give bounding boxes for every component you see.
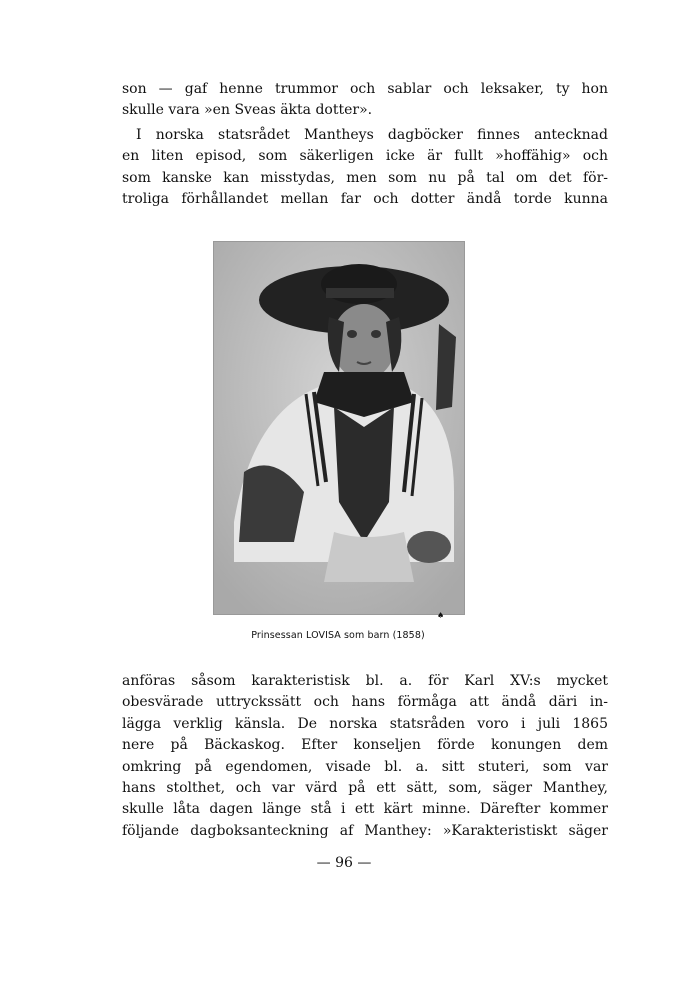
paragraph-episode [122, 125, 608, 211]
text-line: son — gaf henne trummor och sablar och leksaker, ty hon [122, 81, 608, 97]
paragraph-continuation [122, 79, 608, 122]
portrait-photograph [213, 241, 465, 615]
text-line: omkring på egendomen, visade bl. a. sitt stuteri, som var [122, 758, 608, 775]
text-line: som kanske kan misstydas, men som nu på tal om det för- [122, 169, 608, 186]
text-line: skulle låta dagen länge stå i ett kärt minne. Därefter kommer [122, 801, 608, 818]
text-line: nere på Bäckaskog. Efter konseljen förde konungen dem [122, 737, 608, 754]
child-portrait-illustration [214, 242, 464, 614]
text-line: troliga förhållandet mellan far och dotter ändå torde kunna [122, 191, 608, 208]
text-line: en liten episod, som säkerligen icke är fullt »hoffähig» och [122, 148, 608, 165]
text-line: hans stolthet, och var värd på ett sätt, som, säger Manthey, [122, 780, 608, 797]
text-line: I norska statsrådet Mantheys dagböcker finnes antecknad [136, 127, 608, 143]
text-line: lägga verklig känsla. De norska statsråden voro i juli 1865 [122, 715, 608, 732]
text-line: obesvärade uttryckssätt och hans förmåga att ändå däri in- [122, 694, 608, 711]
text-line: följande dagboksanteckning af Manthey: »Karakteristiskt säger [122, 822, 608, 839]
text-line: anföras såsom karakteristisk bl. a. för Karl XV:s mycket [122, 673, 608, 689]
figure-mark: ♠ [437, 611, 445, 620]
page-number: — 96 — [316, 855, 372, 871]
paragraph-bäckaskog [122, 671, 608, 842]
figure-caption: Prinsessan LOVISA som barn (1858) [251, 630, 425, 641]
text-line: skulle vara »en Sveas äkta dotter». [122, 102, 373, 119]
